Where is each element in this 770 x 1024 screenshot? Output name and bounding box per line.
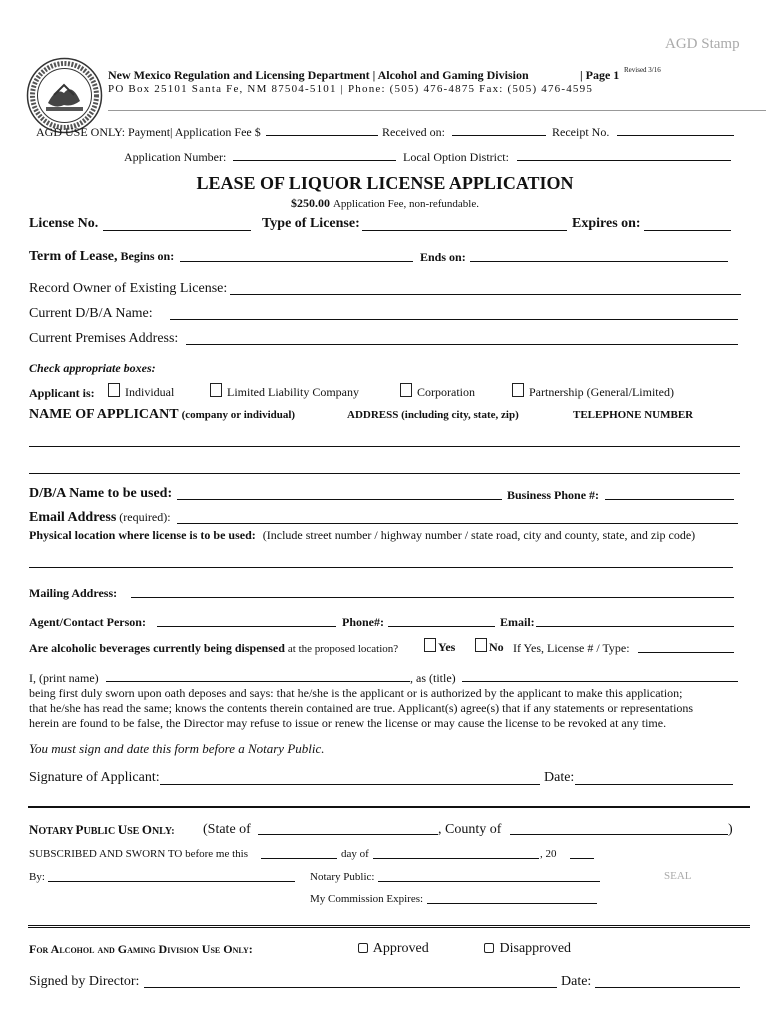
term-label: Term of Lease, (29, 249, 118, 264)
option-label: Limited Liability Company (227, 385, 359, 399)
notary-title-part: U (117, 822, 128, 837)
agd-stamp-label: AGD Stamp (665, 36, 740, 52)
checkbox[interactable] (424, 638, 436, 652)
checkbox[interactable] (210, 383, 222, 397)
begins-label: Begins on: (120, 249, 175, 263)
email-label: Email Address (29, 510, 117, 525)
notary-county-label: , County of (438, 822, 502, 837)
signature-field[interactable] (160, 784, 540, 785)
signed-director-field[interactable] (144, 987, 557, 988)
name-header: NAME OF APPLICANT (29, 407, 179, 422)
agd-division-title-text: For Alcohol and Gaming Division Use Only: (29, 942, 253, 956)
option-label: Corporation (417, 385, 475, 399)
print-name-label: I, (print name) (29, 671, 99, 685)
section-divider-2 (28, 925, 750, 928)
disapproved-option[interactable] (484, 941, 571, 957)
year-field[interactable] (570, 858, 594, 859)
local-option-field[interactable] (517, 160, 731, 161)
mailing-field[interactable] (131, 597, 734, 598)
header-revised: Revised 3/16 (624, 66, 661, 74)
payment-label: AGD USE ONLY: Payment| Application Fee $ (36, 125, 261, 139)
agent-field[interactable] (157, 626, 336, 627)
notary-public-label: Notary Public: (310, 871, 375, 883)
email-row (29, 510, 171, 526)
dba-used-label: D/B/A Name to be used: (29, 486, 173, 501)
by-field[interactable] (48, 881, 295, 882)
director-date-field[interactable] (595, 987, 740, 988)
applicant-is-label: Applicant is: (29, 386, 95, 400)
dba-used-field[interactable] (177, 499, 502, 500)
physical-note: (Include street number / highway number / state road, city and county, state, and zip code) (262, 528, 696, 542)
as-title-label: , as (title) (410, 671, 456, 685)
fee-amount: $250.00 (290, 196, 330, 210)
oath-line-2: that he/she has read the same; knows the contents therein contained are true. Applicant(s) agree(s) that if any statements or representations (29, 701, 694, 715)
signature-date-field[interactable] (575, 784, 733, 785)
physical-label: Physical location where license is to be used: (29, 528, 256, 542)
expires-field[interactable] (644, 230, 731, 231)
notary-county-field[interactable] (510, 834, 728, 835)
checkbox[interactable] (475, 638, 487, 652)
day-of-label: day of (341, 848, 369, 860)
received-label: Received on: (382, 125, 445, 139)
commission-field[interactable] (427, 903, 597, 904)
fee-note: Application Fee, non-refundable. (332, 198, 479, 210)
current-dba-label: Current D/B/A Name: (29, 306, 153, 321)
business-phone-label: Business Phone #: (507, 488, 600, 502)
year-label: , 20 (540, 848, 557, 860)
subscribed-day-field[interactable] (261, 858, 337, 859)
ends-label: Ends on: (420, 250, 466, 264)
notary-state-label: (State of (203, 822, 251, 837)
expires-label: Expires on: (572, 216, 641, 231)
notary-title-part: NLY: (151, 826, 175, 837)
approved-label: Approved (372, 941, 429, 956)
dispensed-yes[interactable] (424, 638, 455, 655)
notary-title (29, 822, 175, 838)
license-no-field[interactable] (103, 230, 251, 231)
applicant-line-1[interactable] (29, 446, 740, 447)
notary-title-part: P (75, 822, 84, 837)
app-number-field[interactable] (233, 160, 396, 161)
fee-line (0, 196, 770, 211)
app-number-label: Application Number: (124, 150, 227, 164)
section-divider-1 (28, 806, 750, 808)
header-org: New Mexico Regulation and Licensing Department | Alcohol and Gaming Division (108, 68, 529, 82)
agd-division-title (29, 942, 253, 957)
local-option-label: Local Option District: (403, 150, 509, 164)
option-llc[interactable] (210, 383, 359, 400)
physical-row (29, 528, 695, 543)
director-date-label: Date: (561, 974, 592, 989)
notary-title-part: N (29, 822, 39, 837)
notary-title-part: UBLIC (83, 826, 118, 837)
checkbox[interactable] (358, 943, 368, 953)
oath-line-3: herein are found to be false, the Director may refuse to issue or renew the license or may cause the license to be revoked at any time. (29, 716, 667, 730)
yes-label: Yes (438, 640, 456, 654)
term-row (29, 249, 174, 265)
no-label: No (489, 640, 504, 654)
agent-email-field[interactable] (536, 626, 734, 627)
option-individual[interactable] (108, 383, 174, 400)
if-yes-label: If Yes, License # / Type: (513, 641, 630, 655)
signature-date-label: Date: (544, 770, 575, 785)
notary-close: ) (728, 822, 733, 837)
check-boxes-label: Check appropriate boxes: (29, 361, 156, 375)
current-dba-field[interactable] (170, 319, 738, 320)
print-name-field[interactable] (106, 681, 410, 682)
option-label: Individual (125, 385, 175, 399)
dispensed-rest: at the proposed location? (287, 643, 399, 655)
checkbox[interactable] (484, 943, 494, 953)
form-title: LEASE OF LIQUOR LICENSE APPLICATION (196, 173, 574, 193)
as-title-field[interactable] (462, 681, 738, 682)
current-premises-label: Current Premises Address: (29, 331, 179, 346)
telephone-header: TELEPHONE NUMBER (573, 409, 694, 421)
notary-title-part: O (141, 822, 152, 837)
current-premises-field[interactable] (186, 344, 738, 345)
approved-option[interactable] (358, 941, 429, 957)
checkbox[interactable] (512, 383, 524, 397)
email-note: (required): (119, 510, 171, 524)
name-note: (company or individual) (181, 409, 296, 421)
agent-label: Agent/Contact Person: (29, 615, 146, 629)
address-header: ADDRESS (including city, state, zip) (347, 409, 519, 421)
agent-phone-field[interactable] (388, 626, 495, 627)
checkbox[interactable] (400, 383, 412, 397)
option-label: Partnership (General/Limited) (529, 385, 674, 399)
receipt-label: Receipt No. (552, 125, 610, 139)
notary-note: You must sign and date this form before a Notary Public. (29, 741, 325, 756)
dispensed-label: Are alcoholic beverages currently being dispensed (29, 641, 285, 655)
physical-field[interactable] (29, 567, 733, 568)
option-corporation[interactable] (400, 383, 475, 400)
agent-email-label: Email: (500, 615, 535, 629)
day-of-field[interactable] (373, 858, 539, 859)
if-yes-field[interactable] (638, 652, 734, 653)
email-field[interactable] (177, 523, 738, 524)
received-field[interactable] (452, 135, 546, 136)
license-no-label: License No. (29, 216, 99, 231)
subscribed-label: SUBSCRIBED AND SWORN TO before me this (29, 848, 248, 860)
agent-phone-label: Phone#: (342, 615, 384, 629)
signed-director-label: Signed by Director: (29, 974, 140, 989)
header-contact: PO Box 25101 Santa Fe, NM 87504-5101 | Phone: (505) 476-4875 Fax: (505) 476-4595 (108, 83, 594, 95)
dispensed-row (29, 641, 398, 656)
oath-line-1: being first duly sworn upon oath deposes and says: that he/she is the applicant or is authorized by the applicant to make this application; (29, 686, 683, 700)
seal-label: SEAL (664, 870, 692, 882)
record-owner-label: Record Owner of Existing License: (29, 281, 228, 296)
header-rule (108, 110, 766, 111)
begins-field[interactable] (180, 261, 413, 262)
type-label: Type of License: (262, 216, 360, 231)
receipt-field[interactable] (617, 135, 734, 136)
type-field[interactable] (362, 230, 567, 231)
signature-label: Signature of Applicant: (29, 770, 160, 785)
header-page: | Page 1 (580, 68, 620, 82)
applicant-line-2[interactable] (29, 473, 740, 474)
notary-state-field[interactable] (258, 834, 438, 835)
business-phone-field[interactable] (605, 499, 734, 500)
ends-field[interactable] (470, 261, 728, 262)
notary-title-part: SE (127, 826, 142, 837)
mailing-label: Mailing Address: (29, 586, 118, 600)
record-owner-field[interactable] (230, 294, 741, 295)
disapproved-label: Disapproved (499, 941, 572, 956)
option-partnership[interactable] (512, 383, 674, 400)
notary-title-part: OTARY (38, 826, 76, 837)
dispensed-no[interactable] (475, 638, 504, 655)
by-label: By: (29, 871, 45, 883)
checkbox[interactable] (108, 383, 120, 397)
commission-label: My Commission Expires: (310, 893, 424, 905)
notary-public-field[interactable] (378, 881, 600, 882)
applicant-name-header (29, 407, 295, 423)
state-seal-logo (26, 57, 103, 134)
payment-field[interactable] (266, 135, 378, 136)
